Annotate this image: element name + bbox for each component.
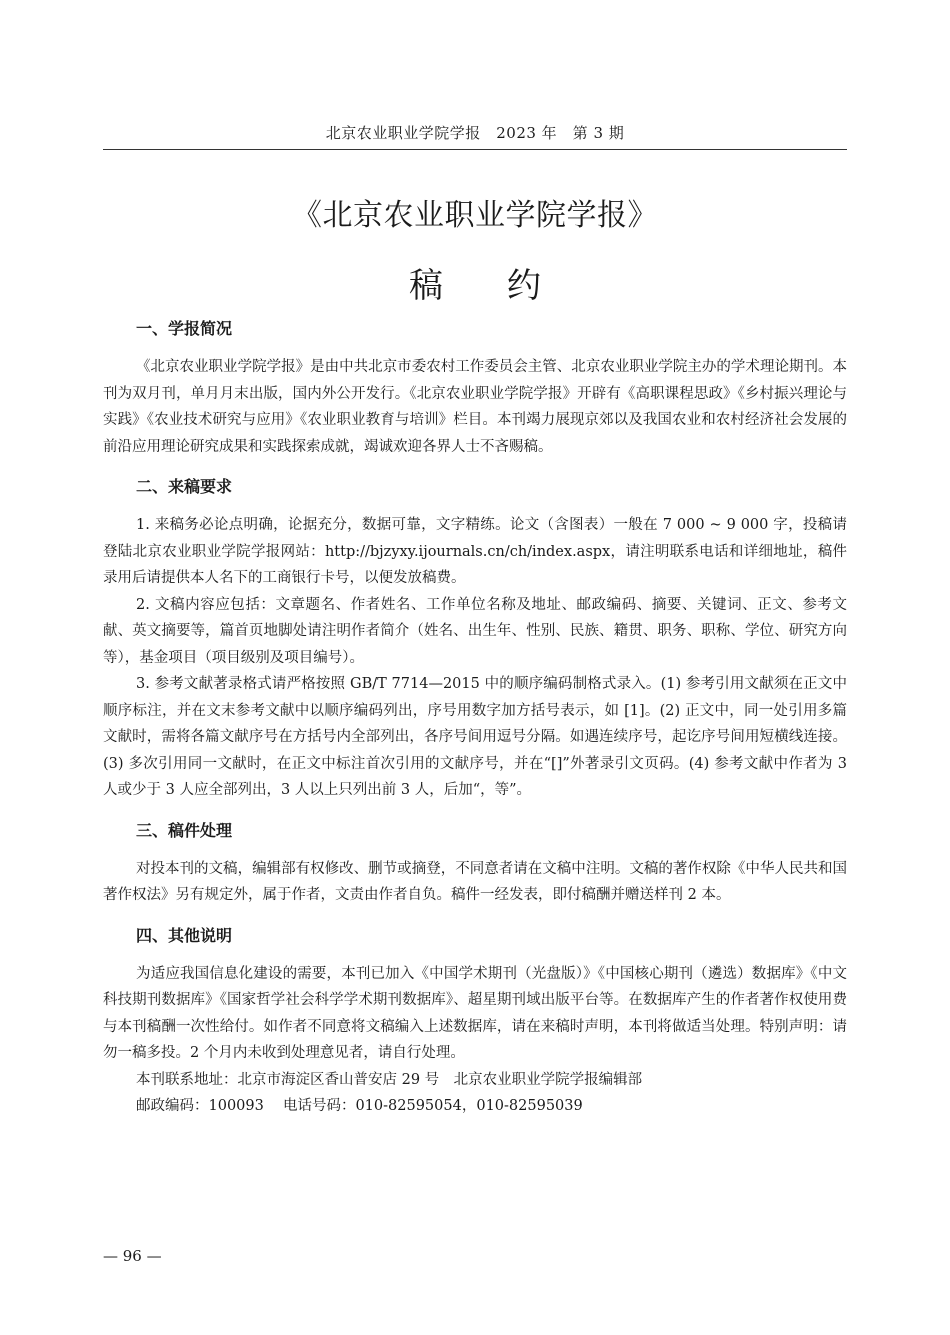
section-other-notes	[103, 923, 847, 1067]
page-title: 《北京农业职业学院学报》	[292, 198, 658, 233]
contact-info	[103, 1067, 847, 1120]
section-heading: 二、来稿要求	[136, 477, 233, 496]
page-subtitle: 稿约	[409, 266, 605, 306]
contact-phone: 邮政编码：100093 电话号码：010-82595054，010-82595039	[136, 1098, 583, 1114]
paragraph: 1. 来稿务必论点明确，论据充分，数据可靠，文字精练。论文（含图表）一般在 7 000 ~ 9 000 字，投稿请登陆北京农业职业学院学报网站：http://bjzyxy.ijournals.cn/ch/index.aspx，请注明联系电话和详细地址，稿件录用后请提供本人名下的工商银行卡号，以便发放稿费。	[103, 517, 847, 586]
paragraph: 《北京农业职业学院学报》是由中共北京市委农村工作委员会主管、北京农业职业学院主办的学术理论期刊。本刊为双月刊，单月月末出版，国内外公开发行。《北京农业职业学院学报》开辟有《高职课程思政》《乡村振兴理论与实践》《农业技术研究与应用》《农业职业教育与培训》栏目。本刊竭力展现京郊以及我国农业和农村经济社会发展的前沿应用理论研究成果和实践探索成就，竭诚欢迎各界人士不吝赐稿。	[103, 359, 847, 455]
paragraph: 对投本刊的文稿，编辑部有权修改、删节或摘登，不同意者请在文稿中注明。文稿的著作权除《中华人民共和国著作权法》另有规定外，属于作者，文责由作者自负。稿件一经发表，即付稿酬并赠送样刊 2 本。	[103, 860, 847, 903]
paragraph: 2. 文稿内容应包括：文章题名、作者姓名、工作单位名称及地址、邮政编码、摘要、关键词、正文、参考文献、英文摘要等，篇首页地脚处请注明作者简介（姓名、出生年、性别、民族、籍贯、职务、职称、学位、研究方向等），基金项目（项目级别及项目编号）。	[103, 596, 847, 666]
contact-address: 本刊联系地址：北京市海淀区香山普安店 29 号 北京农业职业学院学报编辑部	[136, 1071, 643, 1088]
paragraph: 为适应我国信息化建设的需要，本刊已加入《中国学术期刊（光盘版）》《中国核心期刊（遴选）数据库》《中文科技期刊数据库》《国家哲学社会科学学术期刊数据库》、超星期刊域出版平台等。在数据库产生的作者著作权使用费与本刊稿酬一次性给付。如作者不同意将文稿编入上述数据库，请在来稿时声明，本刊将做适当处理。特别声明：请勿一稿多投。2 个月内未收到处理意见者，请自行处理。	[103, 965, 847, 1061]
section-heading: 四、其他说明	[136, 925, 233, 945]
article-body	[103, 316, 847, 1120]
running-header: 北京农业职业学院学报 2023 年 第 3 期	[325, 124, 625, 142]
section-submission-requirements	[103, 474, 847, 804]
section-heading: 一、学报简况	[136, 319, 233, 338]
section-journal-overview	[103, 316, 847, 460]
header-rule	[103, 149, 847, 150]
section-heading: 三、稿件处理	[136, 820, 233, 840]
section-manuscript-handling	[103, 818, 847, 909]
page-number: — 96 —	[103, 1247, 162, 1265]
paragraph: 3. 参考文献著录格式请严格按照 GB/T 7714—2015 中的顺序编码制格式录入。(1) 参考引用文献须在正文中顺序标注，并在文末参考文献中以顺序编码列出，序号用数字加方括号表示，如 [1]。(2) 正文中，同一处引用多篇文献时，需将各篇文献序号在方括号内全部列出，各序号间用逗号分隔。如遇连续序号，起讫序号间用短横线连接。(3) 多次引用同一文献时，在正文中标注首次引用的文献序号，并在“[]”外著录引文页码。(4) 参考文献中作者为 3 人或少于 3 人应全部列出，3 人以上只列出前 3 人，后加“，等”。	[103, 676, 847, 798]
